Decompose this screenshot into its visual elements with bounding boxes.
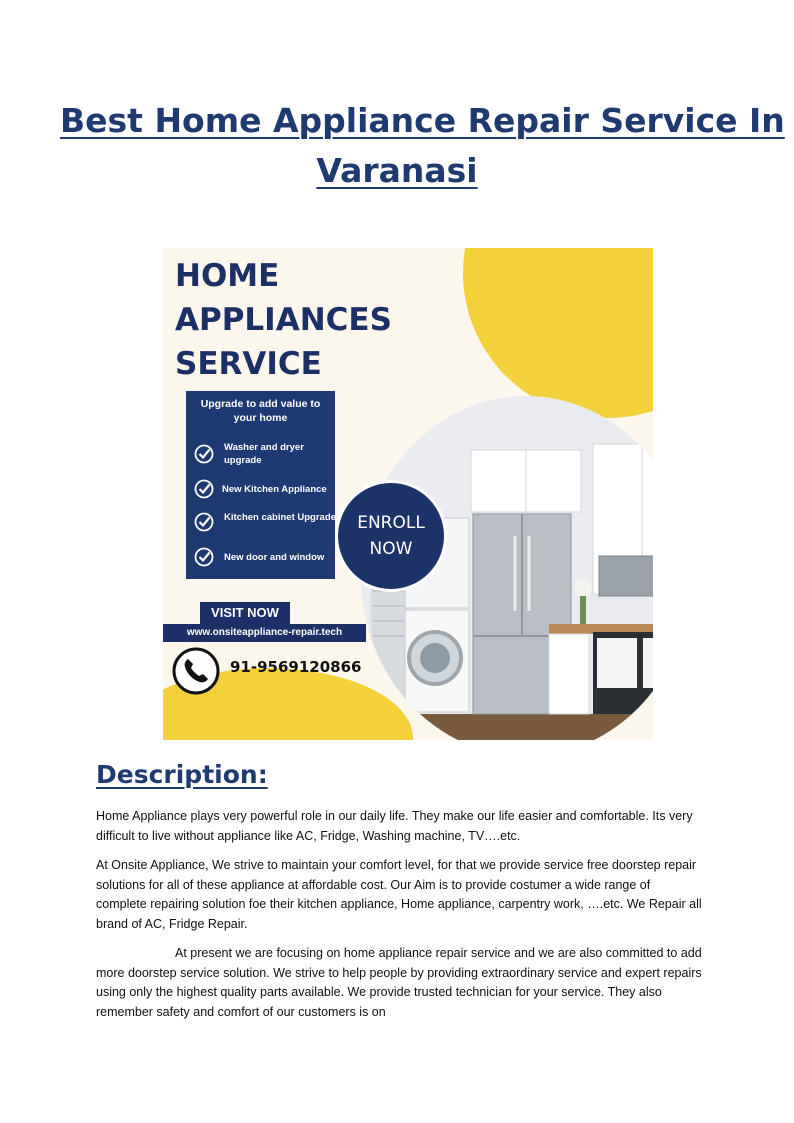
description-paragraph: Home Appliance plays very powerful role in our daily life. They make our life easier and comfortable. Its very difficult to live without appliance like AC, Fridge, Washing machine, TV….etc. [96,809,693,843]
upgrade-panel [186,391,335,579]
checklist-item-label: Kitchen cabinet Upgrade [224,512,336,523]
checklist-item-label: Washer and dryer upgrade [224,442,304,466]
enroll-now-badge[interactable] [335,480,447,592]
yellow-circle-decoration [463,248,653,418]
phone-icon [172,647,220,695]
checklist-item-label: New door and window [224,552,325,563]
title-line-2: Varanasi [316,151,478,190]
check-circle-icon [194,444,214,464]
checklist-item [194,509,339,537]
description-paragraph: At Onsite Appliance, We strive to maintain your comfort level, for that we provide service free doorstep repair solutions for all of these appliance at affordable cost. Our Aim is to provide costumer a wide range of complete repairing solution foe their kitchen appliance, Home appliance, carpentry work, ….etc. We Repair all brand of AC, Fridge Repair. [96,858,702,931]
promo-banner [163,248,653,740]
check-circle-icon [194,479,214,499]
upgrade-panel-title: Upgrade to add value to your home [200,398,321,424]
website-link[interactable]: www.onsiteappliance-repair.tech [163,624,366,642]
checklist-item [194,544,339,572]
checklist-item-label: New Kitchen Appliance [222,484,327,495]
description-heading: Description: [96,760,268,789]
banner-heading-line-1: HOME [175,258,280,294]
checklist-item [194,441,339,469]
checklist-item [194,476,339,504]
banner-heading-line-2: APPLIANCES [175,302,392,338]
description-paragraph-text: At present we are focusing on home appliance repair service and we are also committed to add more doorstep service solution. We strive to help people by providing extraordinary service and expert repairs using only the highest quality parts available. We provide trusted technician for your service. They also remember safety and comfort of our customers is on [96,946,702,1019]
description-paragraph-indented [96,944,704,1022]
enroll-line-1: ENROLL [357,513,425,533]
check-circle-icon [194,512,214,532]
title-line-1: Best Home Appliance Repair Service In [60,101,785,140]
check-circle-icon [194,547,214,567]
enroll-line-2: NOW [369,539,413,559]
banner-heading-line-3: SERVICE [175,346,322,382]
page-title [60,96,785,196]
banner-heading [175,254,392,386]
phone-number: 91-9569120866 [230,658,362,676]
visit-now-button[interactable]: VISIT NOW [200,602,290,624]
